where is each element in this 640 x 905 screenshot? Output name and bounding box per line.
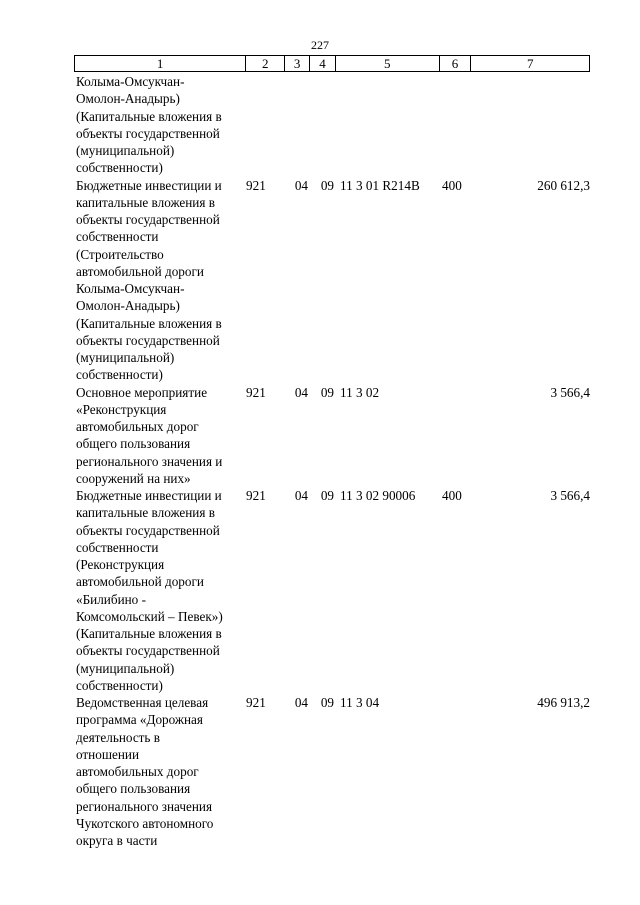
description-line: Колыма-Омсукчан- (76, 281, 185, 296)
table-row (74, 73, 590, 177)
description-line: собственности) (76, 367, 163, 383)
table-row (74, 384, 590, 488)
description-line: объекты государственной (76, 212, 220, 227)
section-code: 04 (294, 177, 308, 193)
header-col-1: 1 (75, 56, 246, 71)
subsection-code: 09 (320, 384, 334, 400)
amount (472, 73, 590, 177)
description-line: собственности (76, 229, 159, 245)
expense-type-code: 400 (442, 488, 462, 503)
subsection-code: 09 (320, 177, 334, 193)
description-line: Чукотского автономного (76, 815, 214, 831)
description-line: (Капитальные вложения в (76, 315, 222, 331)
amount: 3 566,4 (550, 384, 590, 400)
description-line: объекты государственной (76, 643, 220, 659)
description-line: Бюджетные инвестиции и (76, 177, 222, 193)
amount: 260 612,3 (537, 177, 590, 193)
admin-code: 921 (246, 384, 266, 400)
target-article-code (336, 73, 440, 177)
description-line: программа «Дорожная (76, 712, 203, 728)
description-line: автомобильных дорог (76, 419, 199, 434)
description-line: «Билибино - (76, 591, 146, 607)
header-col-6: 6 (440, 56, 472, 71)
admin-code: 921 (246, 177, 266, 193)
description-line: Омолон-Анадырь) (76, 298, 180, 314)
description-line: Бюджетные инвестиции и (76, 488, 222, 503)
description-line: (Капитальные вложения в (76, 108, 222, 124)
page-number: 227 (311, 38, 329, 52)
description-line: регионального значения и (76, 453, 223, 469)
row-description (74, 177, 246, 384)
section-code: 04 (294, 384, 308, 400)
description-line: общего пользования (76, 436, 191, 452)
description-line: отношении (76, 746, 140, 762)
description-line: объекты государственной (76, 125, 220, 141)
description-line: Комсомольский – Певек») (76, 608, 223, 624)
section-code (285, 73, 310, 177)
description-line: автомобильной дороги (76, 263, 204, 279)
description-line: объекты государственной (76, 332, 220, 348)
expense-type-code (440, 73, 472, 177)
target-article-code: 11 3 04 (340, 695, 380, 710)
table-body (74, 73, 590, 849)
description-line: автомобильной дороги (76, 574, 204, 590)
table-row (74, 694, 590, 849)
description-line: деятельность в (76, 729, 160, 745)
table-row (74, 487, 590, 694)
admin-code: 921 (246, 488, 266, 503)
description-line: Омолон-Анадырь) (76, 91, 180, 107)
expense-type-code: 400 (442, 177, 462, 193)
target-article-code: 11 3 02 90006 (340, 488, 416, 503)
admin-code (246, 73, 285, 177)
section-code: 04 (294, 488, 308, 503)
table-row (74, 177, 590, 384)
description-line: (Реконструкция (76, 557, 165, 572)
header-col-3: 3 (285, 56, 310, 71)
description-line: автомобильных дорог (76, 764, 199, 779)
description-line: капитальные вложения в (76, 505, 215, 521)
description-line: (муниципальной) (76, 143, 175, 158)
target-article-code: 11 3 02 (340, 384, 380, 400)
row-description (74, 384, 246, 488)
expense-type-code (440, 694, 472, 849)
description-line: (Строительство (76, 246, 164, 262)
description-line: (Капитальные вложения в (76, 626, 222, 641)
header-col-4: 4 (310, 56, 336, 71)
subsection-code: 09 (320, 695, 334, 710)
description-line: собственности) (76, 677, 163, 693)
description-line: общего пользования (76, 781, 191, 797)
expense-type-code (440, 384, 472, 488)
subsection-code: 09 (320, 488, 334, 503)
description-line: Ведомственная целевая (76, 695, 209, 710)
description-line: капитальные вложения в (76, 194, 215, 210)
description-line: собственности) (76, 160, 163, 176)
header-col-2: 2 (246, 56, 285, 71)
description-line: (муниципальной) (76, 350, 175, 365)
header-col-5: 5 (336, 56, 440, 71)
description-line: округа в части (76, 833, 158, 848)
description-line: «Реконструкция (76, 401, 167, 417)
amount: 496 913,2 (537, 695, 590, 710)
header-col-7: 7 (526, 56, 534, 71)
section-code: 04 (294, 695, 308, 710)
subsection-code (310, 73, 336, 177)
row-description (74, 73, 246, 177)
row-description (74, 694, 246, 849)
description-line: регионального значения (76, 798, 213, 814)
description-line: объекты государственной (76, 522, 220, 538)
description-line: Колыма-Омсукчан- (76, 74, 185, 89)
admin-code: 921 (246, 695, 266, 710)
description-line: сооружений на них» (76, 470, 191, 486)
description-line: (муниципальной) (76, 660, 175, 676)
target-article-code: 11 3 01 R214B (340, 177, 420, 193)
row-description (74, 487, 246, 694)
description-line: собственности (76, 539, 159, 555)
description-line: Основное мероприятие (76, 384, 208, 400)
table-header (74, 55, 590, 72)
amount: 3 566,4 (550, 488, 590, 503)
